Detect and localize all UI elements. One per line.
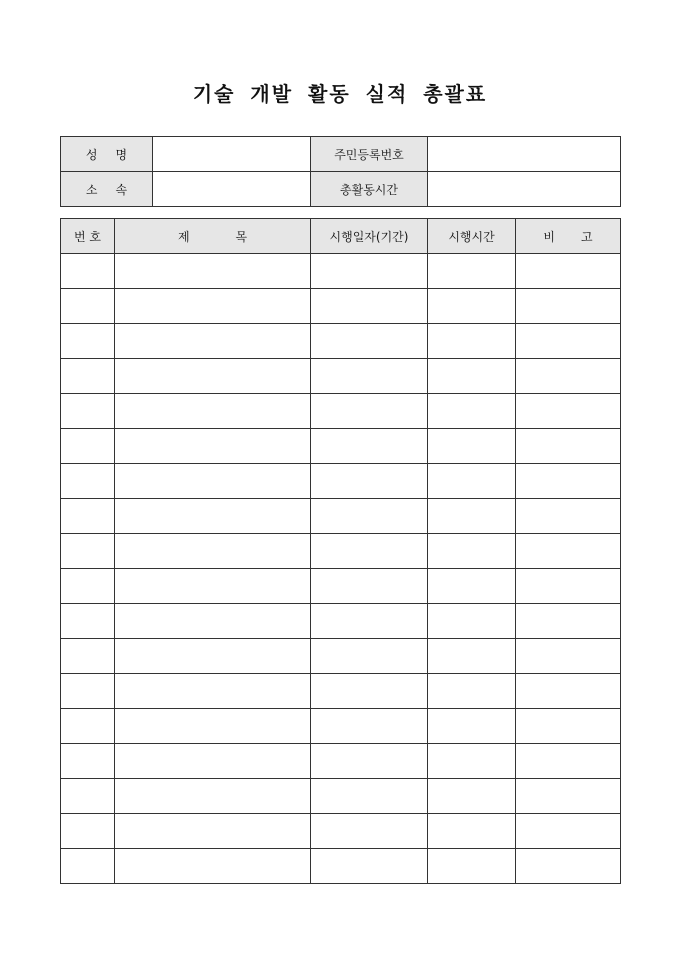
row-remarks-cell[interactable]	[516, 254, 621, 289]
row-date-cell[interactable]	[311, 849, 428, 884]
affiliation-field[interactable]	[153, 172, 311, 207]
row-remarks-cell[interactable]	[516, 849, 621, 884]
row-no-cell[interactable]	[61, 499, 115, 534]
row-no-cell[interactable]	[61, 534, 115, 569]
row-subject-cell[interactable]	[115, 709, 311, 744]
row-remarks-cell[interactable]	[516, 814, 621, 849]
row-time-cell[interactable]	[428, 499, 516, 534]
row-subject-cell[interactable]	[115, 744, 311, 779]
table-row	[61, 499, 621, 534]
row-time-cell[interactable]	[428, 604, 516, 639]
row-date-cell[interactable]	[311, 464, 428, 499]
row-date-cell[interactable]	[311, 359, 428, 394]
resident-number-label: 주민등록번호	[311, 137, 428, 172]
row-subject-cell[interactable]	[115, 499, 311, 534]
row-remarks-cell[interactable]	[516, 744, 621, 779]
row-subject-cell[interactable]	[115, 254, 311, 289]
row-remarks-cell[interactable]	[516, 324, 621, 359]
row-date-cell[interactable]	[311, 744, 428, 779]
row-subject-cell[interactable]	[115, 779, 311, 814]
row-time-cell[interactable]	[428, 324, 516, 359]
row-date-cell[interactable]	[311, 604, 428, 639]
row-subject-cell[interactable]	[115, 429, 311, 464]
row-no-cell[interactable]	[61, 779, 115, 814]
info-row	[61, 137, 621, 172]
row-no-cell[interactable]	[61, 604, 115, 639]
table-row	[61, 744, 621, 779]
row-no-cell[interactable]	[61, 709, 115, 744]
affiliation-label: 소 속	[61, 172, 153, 207]
header-row	[61, 219, 621, 254]
personal-info-table	[60, 136, 621, 207]
total-hours-label: 총활동시간	[311, 172, 428, 207]
row-no-cell[interactable]	[61, 464, 115, 499]
row-remarks-cell[interactable]	[516, 604, 621, 639]
row-time-cell[interactable]	[428, 814, 516, 849]
row-no-cell[interactable]	[61, 254, 115, 289]
table-row	[61, 324, 621, 359]
row-time-cell[interactable]	[428, 289, 516, 324]
row-subject-cell[interactable]	[115, 394, 311, 429]
row-subject-cell[interactable]	[115, 324, 311, 359]
row-remarks-cell[interactable]	[516, 394, 621, 429]
row-subject-cell[interactable]	[115, 569, 311, 604]
row-subject-cell[interactable]	[115, 359, 311, 394]
row-time-cell[interactable]	[428, 254, 516, 289]
row-time-cell[interactable]	[428, 779, 516, 814]
row-date-cell[interactable]	[311, 569, 428, 604]
row-time-cell[interactable]	[428, 674, 516, 709]
table-row	[61, 359, 621, 394]
row-date-cell[interactable]	[311, 779, 428, 814]
row-no-cell[interactable]	[61, 639, 115, 674]
row-time-cell[interactable]	[428, 849, 516, 884]
header-time: 시행시간	[428, 219, 516, 254]
row-no-cell[interactable]	[61, 814, 115, 849]
table-row	[61, 464, 621, 499]
row-subject-cell[interactable]	[115, 814, 311, 849]
total-hours-field[interactable]	[428, 172, 621, 207]
row-time-cell[interactable]	[428, 639, 516, 674]
row-subject-cell[interactable]	[115, 639, 311, 674]
header-no: 번 호	[61, 219, 115, 254]
table-row	[61, 429, 621, 464]
row-time-cell[interactable]	[428, 359, 516, 394]
row-date-cell[interactable]	[311, 499, 428, 534]
row-time-cell[interactable]	[428, 534, 516, 569]
row-subject-cell[interactable]	[115, 604, 311, 639]
row-no-cell[interactable]	[61, 324, 115, 359]
table-row	[61, 569, 621, 604]
table-row	[61, 534, 621, 569]
row-date-cell[interactable]	[311, 254, 428, 289]
name-label: 성 명	[61, 137, 153, 172]
row-date-cell[interactable]	[311, 674, 428, 709]
row-date-cell[interactable]	[311, 394, 428, 429]
row-date-cell[interactable]	[311, 534, 428, 569]
table-row	[61, 394, 621, 429]
header-remarks: 비 고	[516, 219, 621, 254]
page-title: 기술 개발 활동 실적 총괄표	[192, 82, 488, 106]
table-row	[61, 639, 621, 674]
row-subject-cell[interactable]	[115, 674, 311, 709]
row-time-cell[interactable]	[428, 394, 516, 429]
row-subject-cell[interactable]	[115, 289, 311, 324]
row-remarks-cell[interactable]	[516, 709, 621, 744]
row-time-cell[interactable]	[428, 709, 516, 744]
row-remarks-cell[interactable]	[516, 569, 621, 604]
row-remarks-cell[interactable]	[516, 464, 621, 499]
row-date-cell[interactable]	[311, 639, 428, 674]
name-field[interactable]	[153, 137, 311, 172]
table-row	[61, 709, 621, 744]
row-date-cell[interactable]	[311, 289, 428, 324]
table-row	[61, 254, 621, 289]
row-remarks-cell[interactable]	[516, 429, 621, 464]
row-no-cell[interactable]	[61, 674, 115, 709]
row-date-cell[interactable]	[311, 429, 428, 464]
header-subject: 제 목	[115, 219, 311, 254]
row-no-cell[interactable]	[61, 569, 115, 604]
table-row	[61, 779, 621, 814]
row-remarks-cell[interactable]	[516, 674, 621, 709]
row-remarks-cell[interactable]	[516, 499, 621, 534]
table-row	[61, 849, 621, 884]
resident-number-field[interactable]	[428, 137, 621, 172]
row-no-cell[interactable]	[61, 849, 115, 884]
row-remarks-cell[interactable]	[516, 639, 621, 674]
row-remarks-cell[interactable]	[516, 359, 621, 394]
row-remarks-cell[interactable]	[516, 289, 621, 324]
info-row	[61, 172, 621, 207]
row-date-cell[interactable]	[311, 814, 428, 849]
row-no-cell[interactable]	[61, 429, 115, 464]
table-row	[61, 604, 621, 639]
row-remarks-cell[interactable]	[516, 534, 621, 569]
row-time-cell[interactable]	[428, 464, 516, 499]
row-subject-cell[interactable]	[115, 464, 311, 499]
row-subject-cell[interactable]	[115, 534, 311, 569]
row-subject-cell[interactable]	[115, 849, 311, 884]
row-time-cell[interactable]	[428, 569, 516, 604]
table-row	[61, 289, 621, 324]
row-no-cell[interactable]	[61, 394, 115, 429]
row-date-cell[interactable]	[311, 324, 428, 359]
table-row	[61, 674, 621, 709]
row-no-cell[interactable]	[61, 744, 115, 779]
table-row	[61, 814, 621, 849]
log-body	[61, 254, 621, 884]
row-no-cell[interactable]	[61, 289, 115, 324]
activity-log-table	[60, 218, 621, 884]
row-time-cell[interactable]	[428, 429, 516, 464]
row-date-cell[interactable]	[311, 709, 428, 744]
row-no-cell[interactable]	[61, 359, 115, 394]
row-remarks-cell[interactable]	[516, 779, 621, 814]
header-date: 시행일자(기간)	[311, 219, 428, 254]
row-time-cell[interactable]	[428, 744, 516, 779]
